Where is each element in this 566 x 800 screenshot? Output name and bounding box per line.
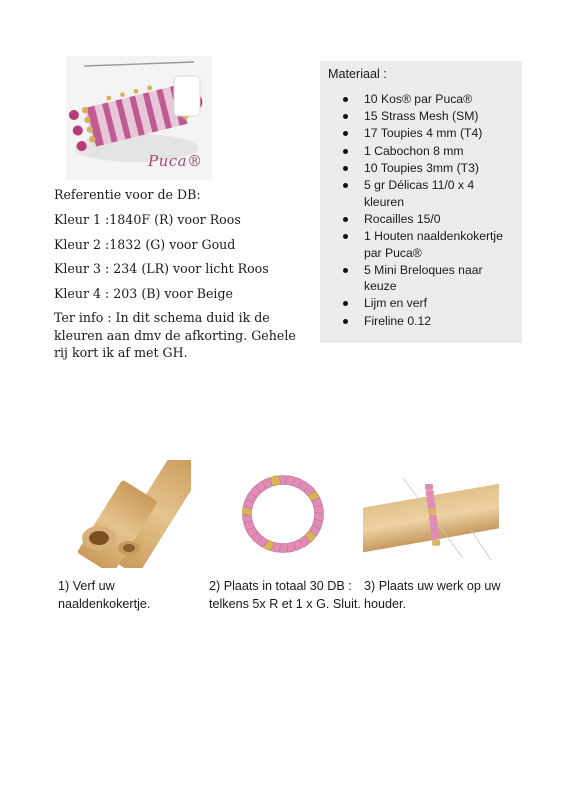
material-item: Fireline 0.12 bbox=[320, 313, 516, 330]
color-reference-2: Kleur 2 :1832 (G) voor Goud bbox=[54, 237, 236, 252]
ring-on-holder-image bbox=[363, 460, 499, 568]
color-reference-3: Kleur 3 : 234 (LR) voor licht Roos bbox=[54, 261, 269, 276]
material-item: 5 gr Délicas 11/0 x 4 kleuren bbox=[320, 177, 516, 210]
brand-logo: Puca® bbox=[148, 152, 203, 170]
step-1-instruction: 1) Verf uw naaldenkokertje. bbox=[58, 579, 151, 611]
material-item: 1 Houten naaldenkokertje par Puca® bbox=[320, 228, 516, 261]
material-item: 10 Toupies 3mm (T3) bbox=[320, 160, 516, 177]
material-item: 17 Toupies 4 mm (T4) bbox=[320, 125, 516, 142]
wooden-needle-case-image bbox=[63, 460, 191, 568]
step-2-instruction: 2) Plaats in totaal 30 DB : telkens 5x R et 1 x G. Sluit. bbox=[209, 579, 361, 611]
material-item: 1 Cabochon 8 mm bbox=[320, 143, 516, 160]
color-reference-1: Kleur 1 :1840F (R) voor Roos bbox=[54, 212, 241, 227]
materials-box bbox=[320, 61, 522, 343]
bead-ring-image bbox=[220, 460, 346, 568]
material-item: 15 Strass Mesh (SM) bbox=[320, 108, 516, 125]
materials-list bbox=[320, 91, 516, 330]
material-item: 5 Mini Breloques naar keuze bbox=[320, 262, 516, 295]
material-item: Rocailles 15/0 bbox=[320, 211, 516, 228]
color-reference-4: Kleur 4 : 203 (B) voor Beige bbox=[54, 286, 233, 301]
material-item: 10 Kos® par Puca® bbox=[320, 91, 516, 108]
reference-title: Referentie voor de DB: bbox=[54, 187, 201, 202]
step-3-instruction: 3) Plaats uw werk op uw houder. bbox=[364, 579, 501, 611]
materials-title: Materiaal : bbox=[328, 67, 387, 81]
info-note: Ter info : In dit schema duid ik de kleuren aan dmv de afkorting. Gehele rij kort ik af met GH. bbox=[54, 310, 296, 360]
material-item: Lijm en verf bbox=[320, 295, 516, 312]
